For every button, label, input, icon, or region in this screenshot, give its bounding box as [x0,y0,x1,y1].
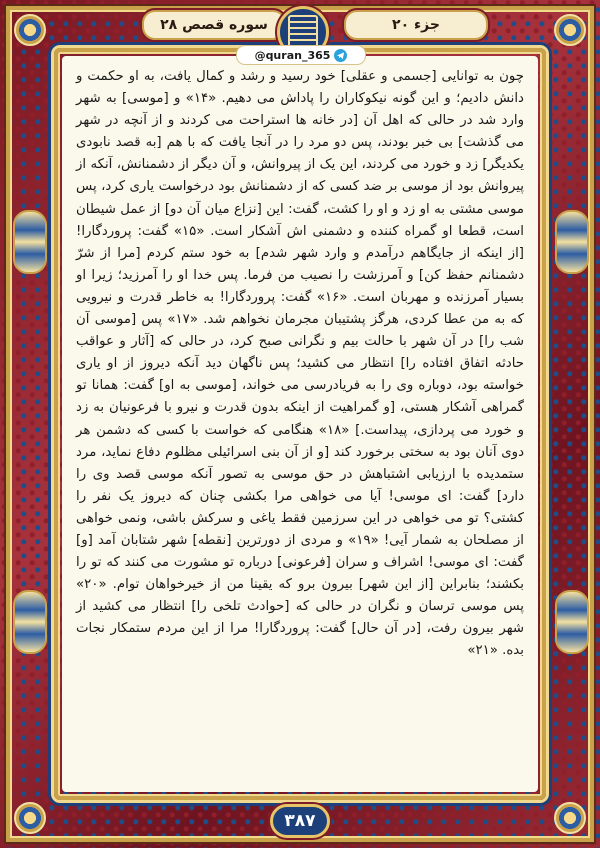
book-icon [288,15,318,49]
corner-ornament-icon [554,802,586,834]
corner-ornament-icon [554,14,586,46]
side-medallion-icon [555,590,589,654]
translation-paragraph: چون به توانایی [جسمی و عقلی] خود رسید و رشد و کمال یافت، به او حکمت و دانش دادیم؛ و این گونه نیکوکاران را پاداش می دهیم. «۱۴» و [موسی] به شهر وارد شد در حالی که اهل آن [در خانه ها استراحت می کردند و از آنچه در شهر می گذشت] بی خبر بودند، پس دو مرد را در آنجا یافت که با هم [به قصد نابودی یکدیگر] زد و خورد می کردند، این یک از پیروانش، و آن دیگر از دشمنانش، آنکه از پیروانش بود از موسی بر ضد کسی که از دشمنانش بود درخواست یاری کرد، پس موسی مشتی به او زد و او را کشت، گفت: این [نزاع میان آن دو] از عمل شیطان است، قطعا او گمراه کننده و دشمنی اش آشکار است. «۱۵» گفت: پروردگارا! [از اینکه از جایگاهم درآمدم و وارد شهر شدم] به خود ستم کردم [مرا از شرّ دشمنانم حفظ کن] و آمرزشت را نصیب من فرما. پس خدا او را آمرزید؛ زیرا او بسیار آمرزنده و مهربان است. «۱۶» گفت: پروردگارا! به خاطر قدرت و نیرویی که به من عطا کردی، هرگز پشتیبان مجرمان نخواهم شد. «۱۷» پس [موسی آن شب را] در آن شهر با حالت بیم و نگرانی صبح کرد، در حالی که [آثار و عواقب حادثه اتفاق افتاده را] انتظار می کشید؛ پس ناگهان دید آنکه دیروز از او یاری خواسته بود، دوباره وی را به فریادرسی می خواند، [موسی به او] گفت: همانا تو گمراهی آشکار هستی، [و گمراهیت از اینکه بدون قدرت و نیرو با فرعونیان به زد و خورد می پردازی، پیداست.] «۱۸» هنگامی که خواست با کسی که دشمن هر دوی آنان بود به سختی برخورد کند [و از آن بنی اسرائیلی مظلوم دفاع نماید، مرد ستمدیده با ارزیابی اشتباهش در حق موسی به تصور آنکه موسی قصد وی را دارد] گفت: ای موسی! آیا می خواهی مرا بکشی چنان که دیروز یک نفر را کشتی؟ تو می خواهی در این سرزمین فقط یاغی و سرکش باشی، ونمی خواهی از مصلحان به شمار آیی! «۱۹» و مردی از دورترین [نقطه] شهر شتابان آمد [و] گفت: ای موسی! اشراف و سران [فرعونی] درباره تو مشورت می کنند که تو را بکشند؛ بنابراین [از این شهر] بیرون برو که یقینا من از خیرخواهان توام. «۲۰» پس موسی ترسان و نگران در حالی که [حوادث تلخی را] انتظار می کشید از شهر بیرون رفت، [در آن حال] گفت: پروردگارا! مرا از این مردم ستمکار نجات بده. «۲۱» [76,69,524,659]
telegram-icon [334,49,347,62]
corner-ornament-icon [14,802,46,834]
side-medallion-icon [555,210,589,274]
surah-label: سوره قصص ۲۸ [142,10,286,40]
corner-ornament-icon [14,14,46,46]
channel-handle: @quran_365 [254,48,331,62]
translation-text-block [76,66,524,774]
side-medallion-icon [13,210,47,274]
channel-tag[interactable] [236,45,366,65]
page-number-badge: ۳۸۷ [270,804,330,838]
side-medallion-icon [13,590,47,654]
juz-label: جزء ۲۰ [344,10,488,40]
